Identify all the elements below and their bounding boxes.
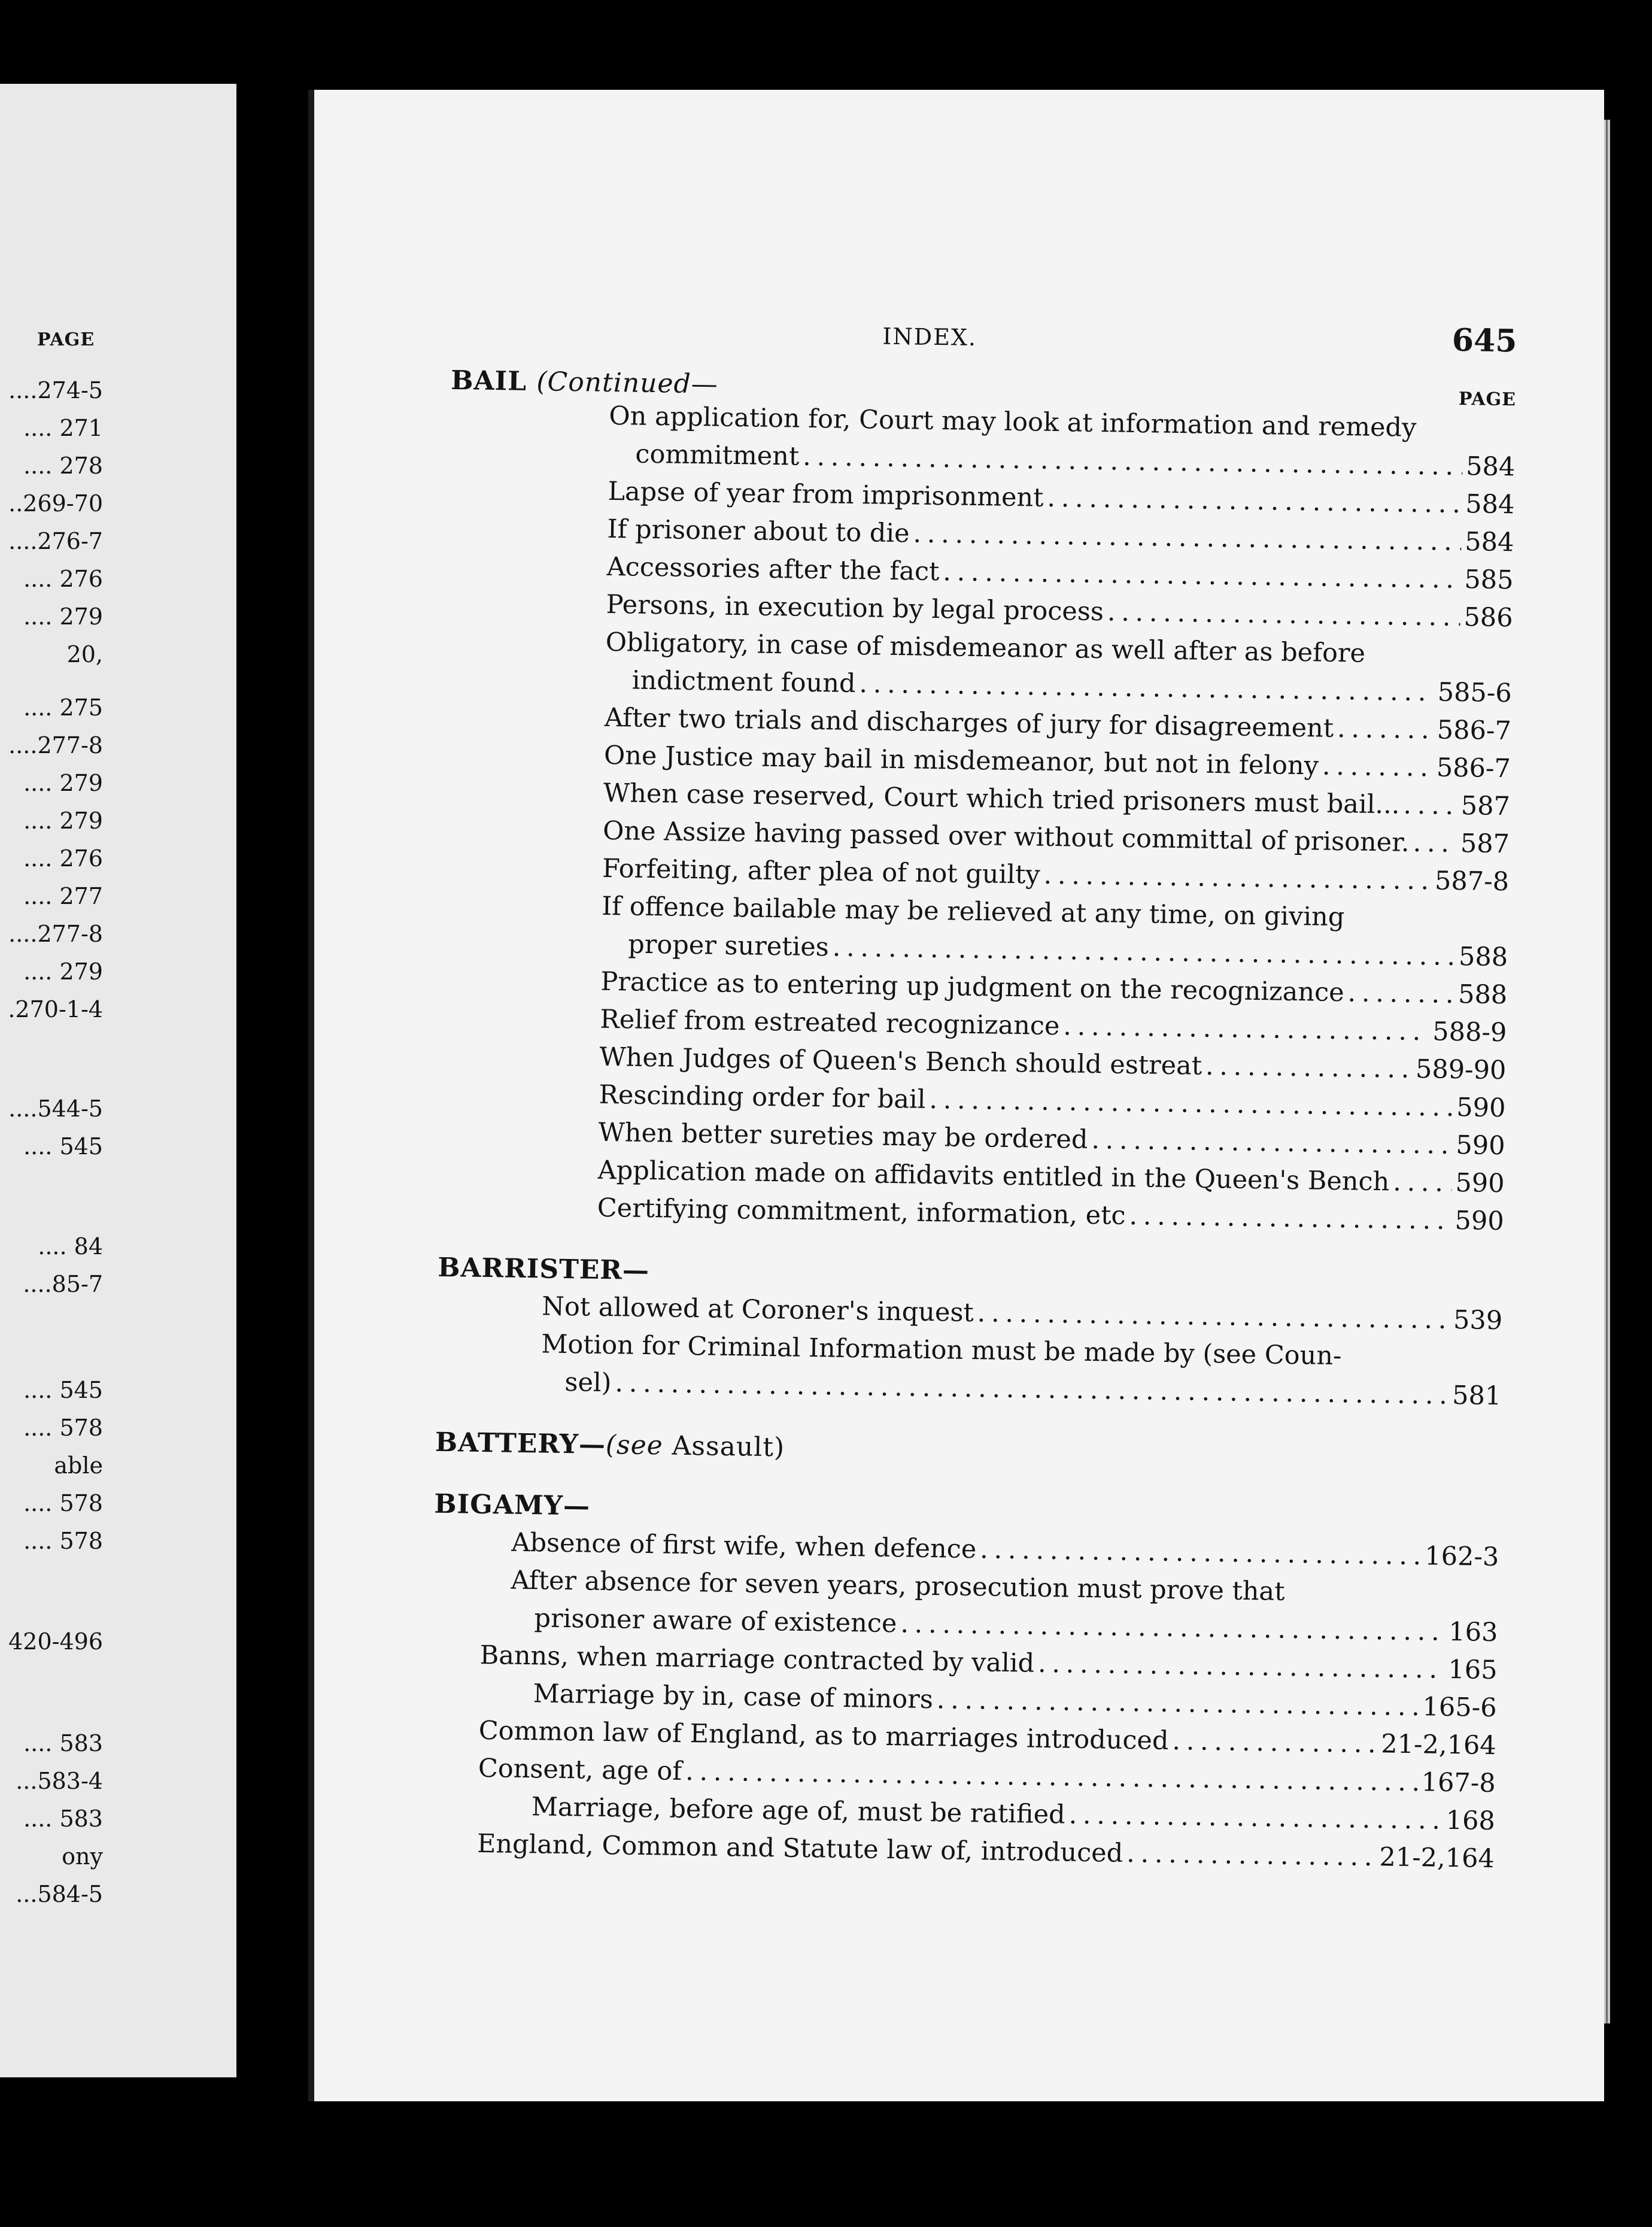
entry-label: indictment found (631, 665, 856, 699)
left-page-entry: 420-496 (8, 1628, 103, 1655)
entry-label: Accessories after the fact (606, 551, 940, 587)
leader-dots (1091, 1121, 1453, 1164)
entry-page: 589-90 (1415, 1054, 1507, 1086)
left-page-entry: ....85-7 (23, 1271, 103, 1297)
bail-entry-6-line1: Obligatory, in case of misdemeanor as well after as before (605, 627, 1366, 669)
left-page-entry: .... 84 (38, 1233, 103, 1260)
leader-dots (1347, 974, 1454, 1014)
entry-page: 587-8 (1434, 866, 1510, 897)
page-column-label: PAGE (1458, 388, 1517, 411)
entry-label: Banns, when marriage contracted by valid (479, 1640, 1035, 1679)
entry-label: Not allowed at Coroner's inquest (541, 1291, 974, 1328)
entry-page: 587 (1460, 829, 1510, 860)
left-page-entry: .... 278 (23, 453, 103, 479)
battery-heading (435, 1424, 1501, 1477)
left-page-entry: .... 275 (23, 694, 103, 721)
entry-label: sel) (564, 1367, 612, 1398)
battery-heading-text: BATTERY— (435, 1427, 606, 1461)
left-page-entry: .... 583 (23, 1806, 103, 1832)
entry-label: After two trials and discharges of jury for disagreement (604, 702, 1334, 744)
battery-see-target: Assault) (672, 1430, 785, 1463)
left-page-entry: .... 545 (23, 1377, 103, 1403)
entry-page: 168 (1445, 1805, 1496, 1837)
entry-page: 588-9 (1432, 1017, 1507, 1048)
entry-page: 590 (1456, 1093, 1506, 1124)
bigamy-entry-2-line1: After absence for seven years, prosecution must prove that (511, 1565, 1285, 1607)
entry-page: 590 (1456, 1130, 1505, 1161)
entry-page: 586 (1463, 602, 1513, 633)
left-page-entry: .... 279 (23, 958, 103, 985)
leader-dots (977, 1294, 1450, 1339)
leader-dots (1172, 1722, 1378, 1763)
left-page-entry: .... 271 (23, 415, 103, 441)
bail-entry-12-line1: If offence bailable may be relieved at any time, on giving (601, 891, 1345, 933)
left-page-entry: ....277-8 (8, 921, 103, 947)
entry-label: proper sureties (627, 929, 830, 963)
left-page-entry: ....276-7 (8, 528, 103, 554)
entry-page: 584 (1465, 489, 1515, 520)
left-page-entry: .... 583 (23, 1730, 103, 1756)
entry-label: Consent, age of (478, 1753, 682, 1786)
page-number: 645 (1451, 321, 1517, 360)
left-page-entry: .... 279 (23, 603, 103, 630)
entry-label: One Assize having passed over without committal of prisoner. (602, 815, 1410, 858)
left-page-entry: .... 279 (23, 770, 103, 796)
leader-dots (1126, 1835, 1376, 1876)
entry-page: 584 (1465, 451, 1516, 483)
left-page-entry: .... 578 (23, 1490, 103, 1516)
entry-page: 539 (1453, 1305, 1503, 1336)
entry-label: Marriage, before age of, must be ratified (531, 1792, 1066, 1830)
left-page-entry: ....544-5 (8, 1096, 103, 1122)
entry-label: commitment (635, 439, 800, 472)
left-page-entry: .... 545 (23, 1133, 103, 1160)
entry-page: 585 (1464, 565, 1514, 596)
entry-label: Persons, in execution by legal process (606, 589, 1104, 627)
leader-dots (1129, 1197, 1451, 1240)
left-page (0, 84, 236, 2077)
entry-label: Practice as to entering up judgment on the recognizance (600, 966, 1344, 1008)
entry-page: 167-8 (1421, 1767, 1496, 1799)
entry-label: prisoner aware of existence (534, 1603, 897, 1639)
entry-page: 590 (1455, 1168, 1505, 1199)
left-page-entry: .... 276 (23, 845, 103, 872)
battery-see: (see (605, 1430, 664, 1461)
entry-label: Relief from estreated recognizance (600, 1004, 1060, 1042)
entry-page: 165 (1448, 1654, 1498, 1686)
entry-label: Rescinding order for bail (599, 1079, 926, 1115)
bail-heading (451, 365, 718, 400)
bail-heading-text: BAIL (450, 365, 527, 397)
entry-page: 585-6 (1437, 677, 1513, 709)
entry-page: 163 (1448, 1616, 1498, 1648)
bigamy-heading: BIGAMY— (434, 1488, 591, 1522)
entry-page: 581 (1451, 1380, 1502, 1412)
leader-dots (1043, 857, 1431, 900)
entry-page: 587 (1460, 791, 1511, 822)
leader-dots (1403, 787, 1457, 825)
entry-page: 588 (1458, 942, 1508, 973)
entry-label: Lapse of year from imprisonment (608, 476, 1044, 513)
entry-label: When case reserved, Court which tried prisoners must bail... (603, 778, 1400, 820)
left-page-entry: 20, (66, 641, 103, 668)
entry-page: 586-7 (1436, 753, 1511, 784)
leader-dots (1205, 1048, 1413, 1088)
left-page-entry: ...583-4 (16, 1768, 103, 1794)
entry-label: Absence of first wife, when defence (511, 1527, 977, 1565)
leader-dots (1068, 1797, 1443, 1840)
entry-page: 165-6 (1422, 1692, 1497, 1724)
entry-page: 162-3 (1424, 1541, 1499, 1573)
entry-page: 590 (1454, 1206, 1505, 1237)
entry-page: 21-2,164 (1380, 1729, 1497, 1761)
leader-dots (1038, 1645, 1445, 1689)
left-page-label: PAGE (37, 329, 95, 350)
entry-label: England, Common and Statute law of, introduced (476, 1828, 1123, 1868)
bail-continued: (Continued— (536, 366, 719, 400)
entry-label: Application made on affidavits entitled in the Queen's Bench (597, 1155, 1390, 1197)
entry-label: When Judges of Queen's Bench should estreat (599, 1042, 1202, 1081)
left-page-entry: ..269-70 (8, 490, 103, 517)
entry-label: One Justice may bail in misdemeanor, but not in felony (603, 740, 1319, 781)
barrister-heading: BARRISTER— (437, 1252, 650, 1287)
leader-dots (1413, 824, 1457, 863)
entry-page: 588 (1457, 979, 1508, 1011)
entry-page: 21-2,164 (1379, 1842, 1495, 1874)
entry-label: Marriage by in, case of minors (533, 1679, 934, 1715)
leader-dots (1047, 480, 1462, 523)
entry-label: Certifying commitment, information, etc (597, 1193, 1126, 1231)
entry-label: If prisoner about to die (607, 514, 910, 549)
left-page-entry: .270-1-4 (8, 996, 103, 1023)
entry-page: 584 (1465, 527, 1514, 558)
left-page-entry: ony (62, 1843, 103, 1870)
left-page-entry: .... 578 (23, 1415, 103, 1441)
leader-dots (980, 1531, 1422, 1575)
entry-page: 586-7 (1437, 715, 1512, 747)
barrister-entry-2-line1: Motion for Criminal Information must be made by (see Coun- (541, 1329, 1342, 1372)
index-page (308, 90, 1604, 2101)
left-page-entry: ...584-5 (16, 1881, 103, 1907)
left-page-entry: .... 276 (23, 566, 103, 592)
bail-entry-1-line1: On application for, Court may look at information and remedy (609, 401, 1417, 443)
leader-dots (1322, 748, 1434, 787)
entry-label: Common law of England, as to marriages introduced (478, 1715, 1169, 1756)
entry-label: When better sureties may be ordered (598, 1117, 1088, 1155)
left-page-entry: .... 578 (23, 1528, 103, 1554)
page-title: INDEX. (882, 323, 977, 351)
index-content (429, 311, 1517, 1878)
left-page-entry: .... 279 (23, 808, 103, 834)
left-page-entry: ....277-8 (8, 732, 103, 758)
leader-dots (936, 1681, 1419, 1726)
left-page-entry: able (54, 1452, 103, 1479)
left-page-entry: .... 277 (23, 883, 103, 909)
leader-dots (1107, 593, 1460, 636)
leader-dots (1393, 1163, 1452, 1202)
left-page-entry: ....274-5 (8, 377, 103, 403)
leader-dots (1337, 710, 1434, 749)
leader-dots (1063, 1008, 1429, 1051)
entry-label: Forfeiting, after plea of not guilty (602, 853, 1040, 890)
